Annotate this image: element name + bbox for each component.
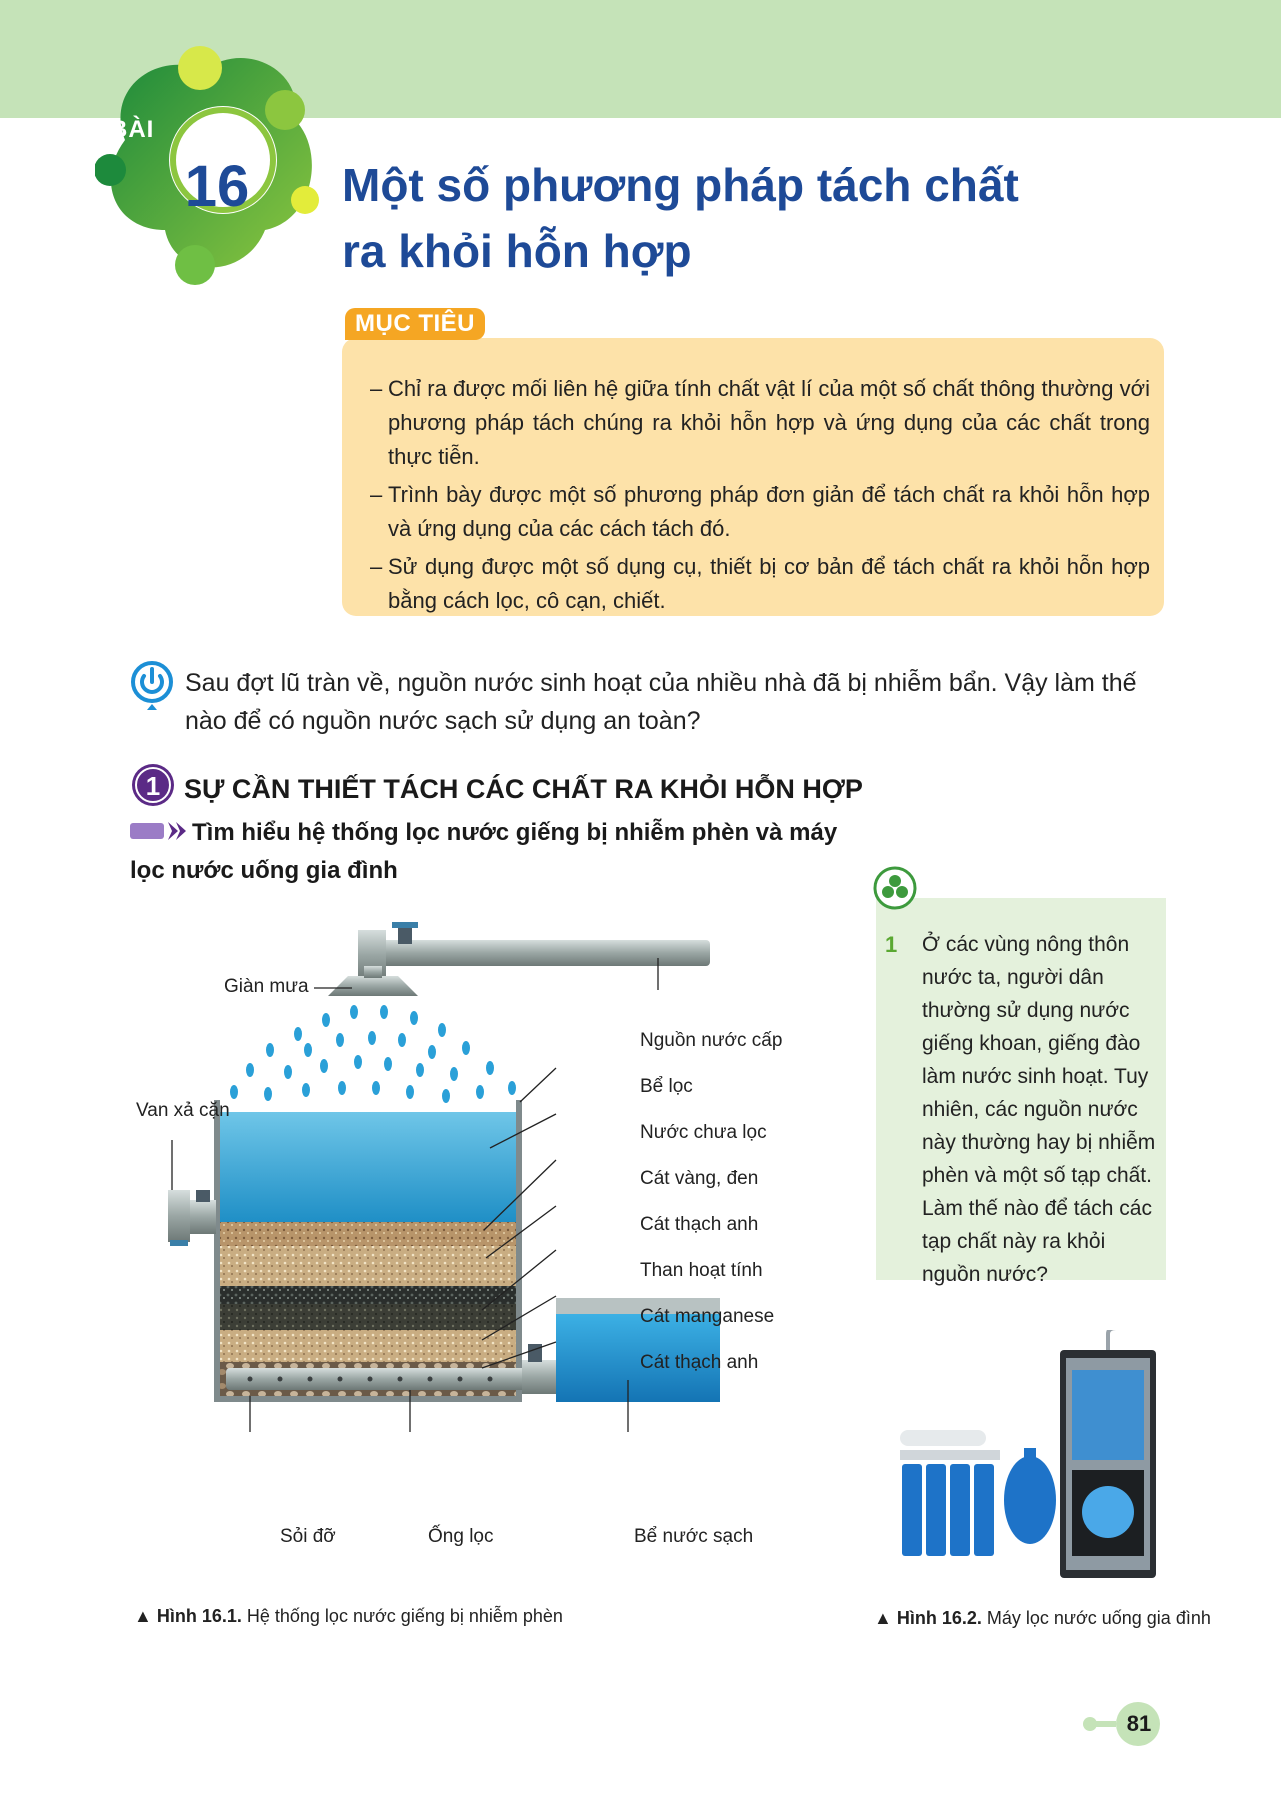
intro-question: Sau đợt lũ tràn về, nguồn nước sinh hoạt của nhiều nhà đã bị nhiễm bẩn. Vậy làm thế nào để có nguồn nước sạch sử dụng an toàn? xyxy=(185,669,1137,735)
label-filter-pipe: Ống lọc xyxy=(428,1526,494,1547)
label-manganese-sand: Cát manganese xyxy=(640,1306,775,1327)
title-line-2: ra khỏi hỗn hợp xyxy=(342,225,692,277)
label-filter-tank: Bể lọc xyxy=(640,1076,693,1097)
objective-text: Sử dụng được một số dụng cụ, thiết bị cơ bản để tách chất ra khỏi hỗn hợp bằng cách lọc, cô cạn, chiết. xyxy=(388,554,1150,613)
label-activated-carbon: Than hoạt tính xyxy=(640,1260,763,1281)
objectives-list xyxy=(370,372,1150,622)
section-subtitle: Tìm hiểu hệ thống lọc nước giếng bị nhiễm phèn và máy lọc nước uống gia đình xyxy=(130,819,838,884)
objective-item: – Sử dụng được một số dụng cụ, thiết bị cơ bản để tách chất ra khỏi hỗn hợp bằng cách lọc, cô cạn, chiết. xyxy=(370,554,1150,613)
figure2-caption xyxy=(874,1608,1211,1629)
label-rain-rig: Giàn mưa xyxy=(224,976,309,997)
question-number: 1 xyxy=(885,932,898,957)
question-text: Ở các vùng nông thôn nước ta, người dân thường sử dụng nước giếng khoan, giếng đào làm nước sinh hoạt. Tuy nhiên, các nguồn nước này thường hay bị nhiễm phèn và một số tạp chất. Làm thế nào để tách các tạp chất này ra khỏi nguồn nước? xyxy=(922,933,1156,1286)
label-sludge-valve: Van xả cặn xyxy=(136,1100,230,1121)
triangle-icon: ▲ xyxy=(874,1608,897,1628)
figure1-caption-text: Hệ thống lọc nước giếng bị nhiễm phèn xyxy=(246,1606,563,1626)
label-support-gravel: Sỏi đỡ xyxy=(280,1526,336,1547)
label-quartz-sand-2: Cát thạch anh xyxy=(640,1352,759,1373)
question-clover-icon xyxy=(873,866,917,910)
objective-text: Trình bày được một số phương pháp đơn giản để tách chất ra khỏi hỗn hợp và ứng dụng của các cách tách đó. xyxy=(388,482,1150,541)
label-supply-source: Nguồn nước cấp xyxy=(640,1030,783,1051)
page-title xyxy=(342,152,1242,284)
page-number: 81 xyxy=(1126,1711,1152,1736)
label-quartz-sand-1: Cát thạch anh xyxy=(640,1214,759,1235)
objective-text: Chỉ ra được mối liên hệ giữa tính chất vật lí của một số chất thông thường với phương pháp tách chúng ra khỏi hỗn hợp và ứng dụng của các chất trong thực tiễn. xyxy=(388,376,1150,469)
figure2-caption-text: Máy lọc nước uống gia đình xyxy=(986,1608,1211,1628)
figure2-caption-id: Hình 16.2. xyxy=(896,1608,982,1628)
lesson-prefix: BÀI xyxy=(110,116,155,143)
figure1-caption-id: Hình 16.1. xyxy=(156,1606,242,1626)
objective-item: – Trình bày được một số phương pháp đơn giản để tách chất ra khỏi hỗn hợp và ứng dụng của các cách tách đó. xyxy=(370,482,1150,541)
objectives-label: MỤC TIÊU xyxy=(345,308,485,340)
start-question-icon xyxy=(130,660,174,712)
lesson-number: 16 xyxy=(184,154,250,219)
label-clean-water-tank: Bể nước sạch xyxy=(634,1526,754,1547)
figure1-caption xyxy=(134,1606,563,1627)
household-water-purifier-image xyxy=(880,1330,1180,1580)
section-title: SỰ CẦN THIẾT TÁCH CÁC CHẤT RA KHỎI HỖN HỢP xyxy=(184,774,863,804)
triangle-icon: ▲ xyxy=(134,1606,157,1626)
label-unfiltered-water: Nước chưa lọc xyxy=(640,1122,767,1143)
label-yellow-black-sand: Cát vàng, đen xyxy=(640,1168,759,1189)
section-number: 1 xyxy=(145,771,161,801)
objective-item: – Chỉ ra được mối liên hệ giữa tính chất vật lí của một số chất thông thường với phương pháp tách chúng ra khỏi hỗn hợp và ứng dụng của các chất trong thực tiễn. xyxy=(370,376,1150,469)
title-line-1: Một số phương pháp tách chất xyxy=(342,159,1019,211)
